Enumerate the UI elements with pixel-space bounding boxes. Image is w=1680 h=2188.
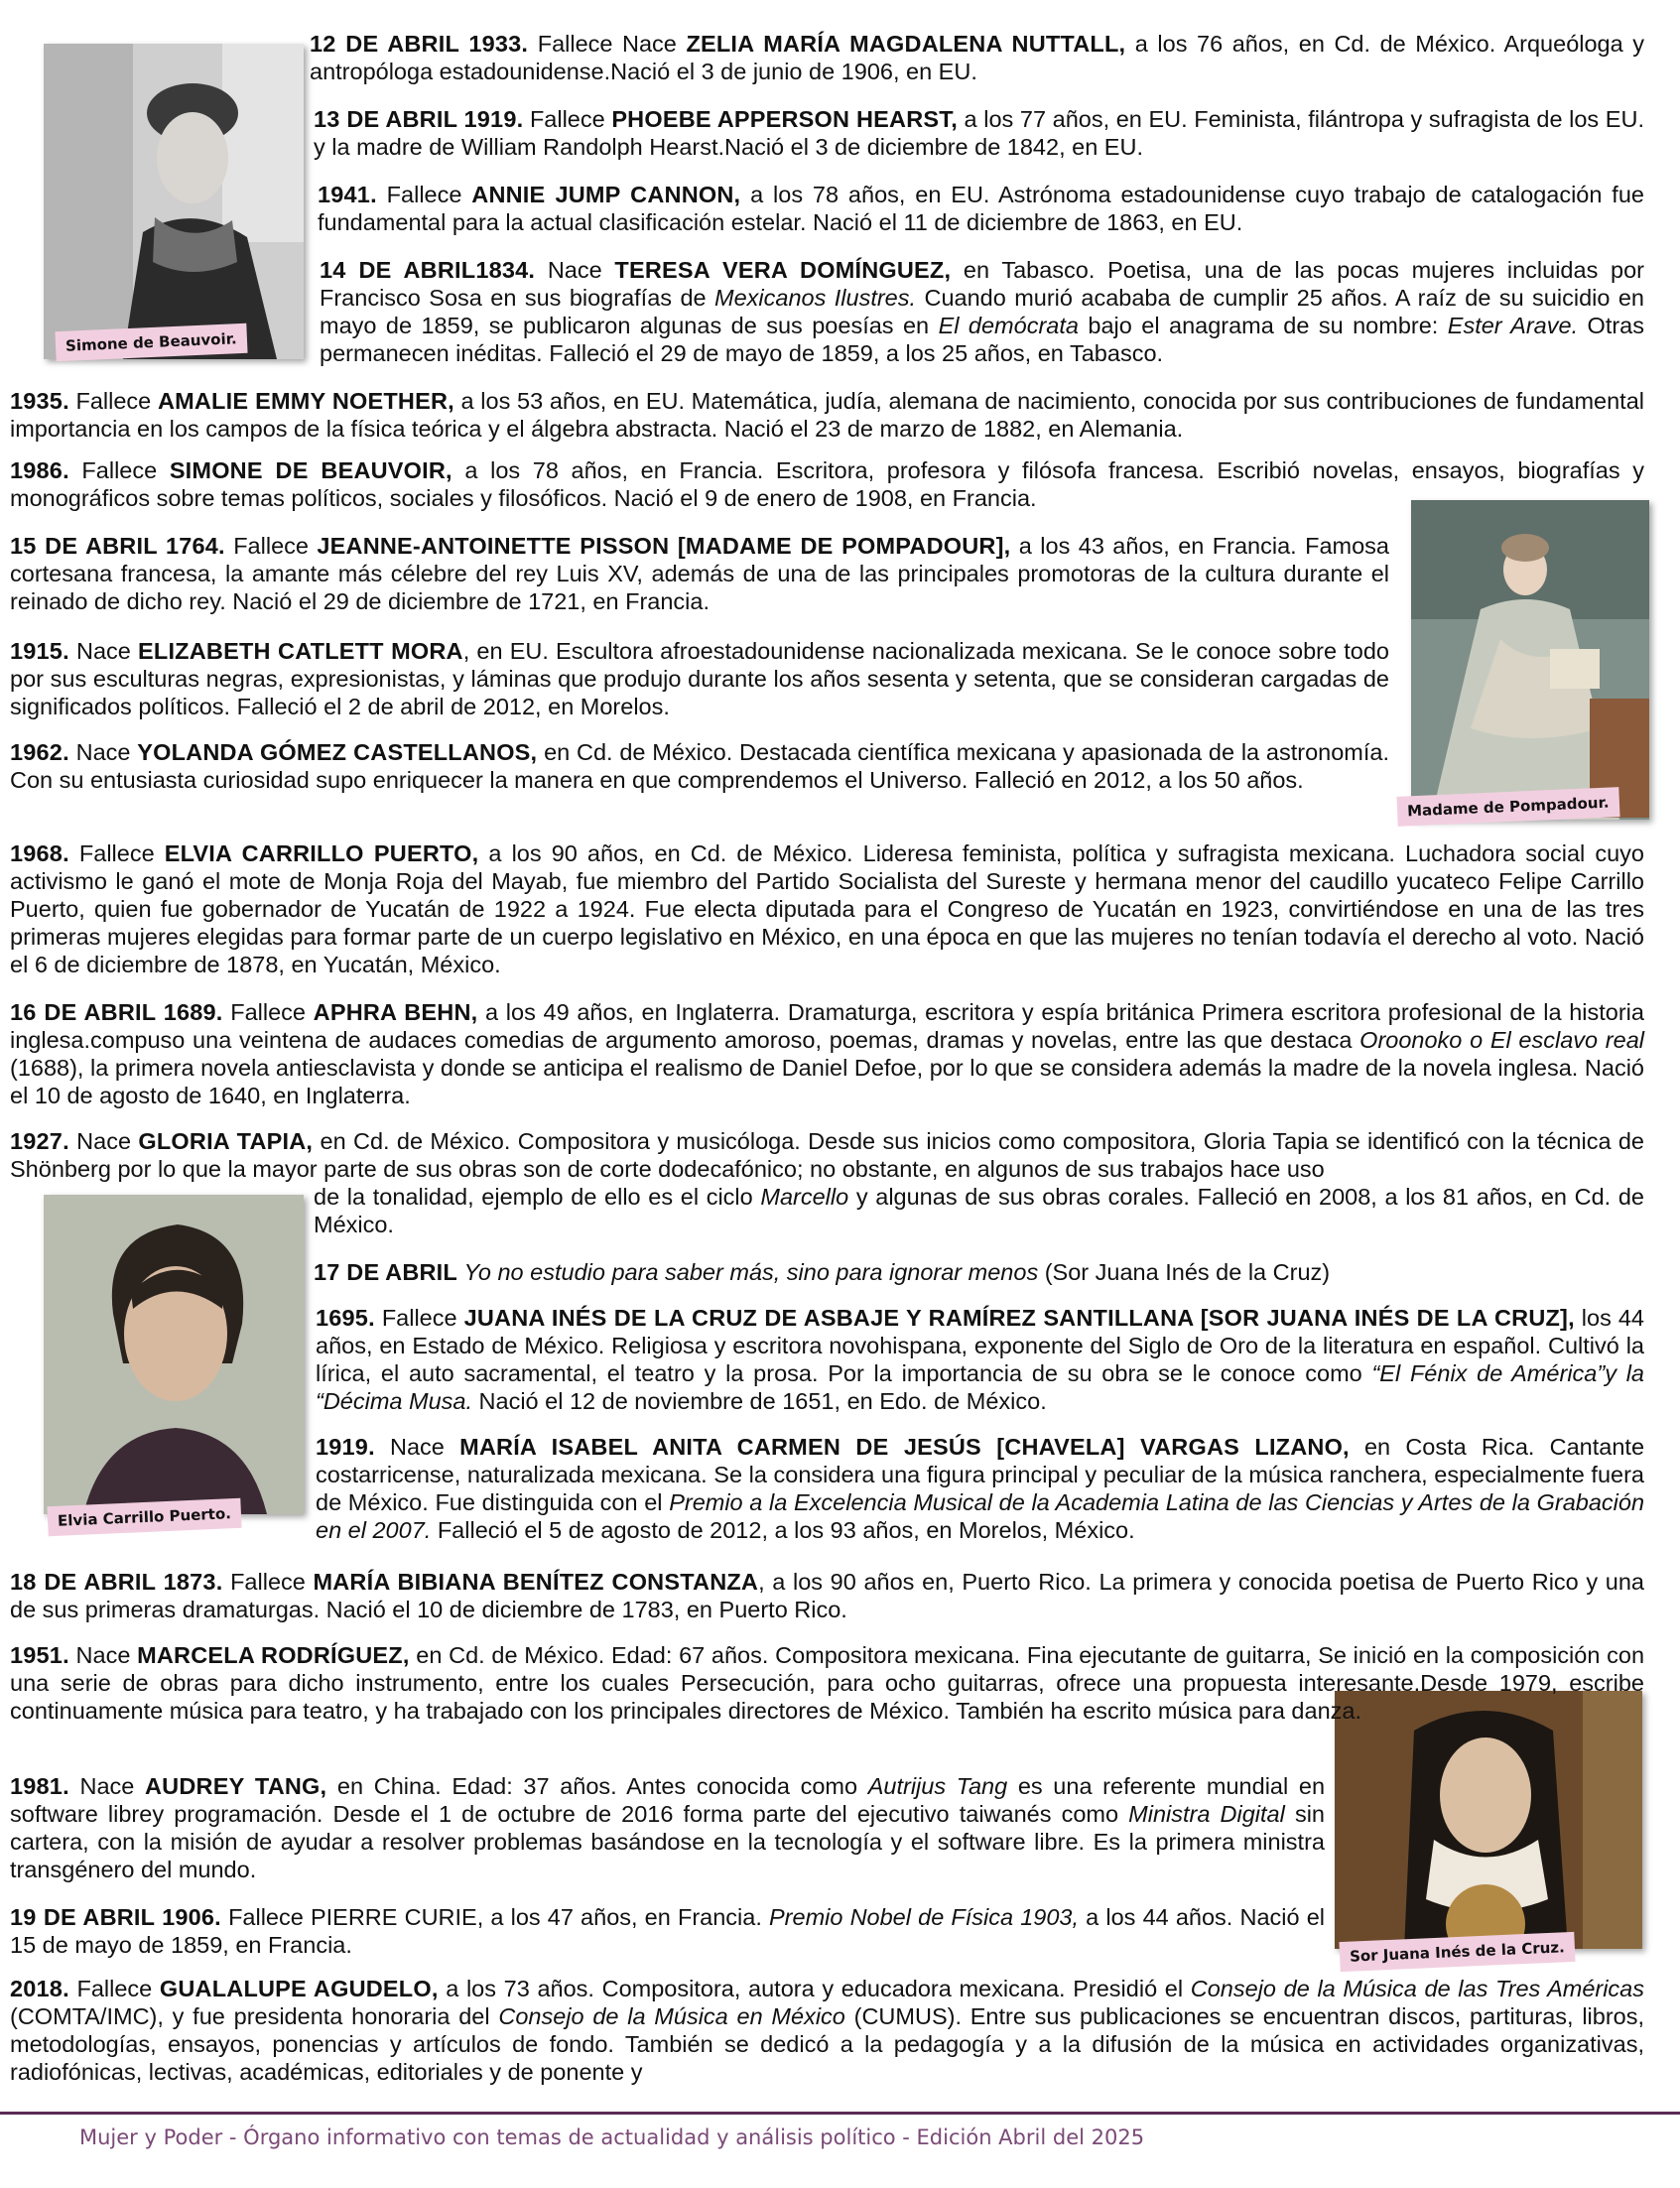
- entry-verb: Fallece: [68, 1976, 160, 2001]
- beauvoir-portrait-image: [44, 44, 304, 359]
- entry-behn: [10, 998, 1644, 1109]
- pompadour-portrait-image: [1411, 500, 1649, 820]
- entry-text: y algunas de sus obras corales. Falleció en 2008, a los 81 años, en Cd. de México.: [314, 1184, 1644, 1237]
- entry-benitez: [10, 1568, 1644, 1623]
- entry-date: 18 DE ABRIL 1873.: [10, 1569, 223, 1595]
- entry-cannon: [318, 181, 1644, 236]
- photo-madame-de-pompadour: [1411, 500, 1649, 820]
- entry-verb: Fallece: [222, 999, 314, 1025]
- entry-verb: Fallece: [224, 533, 318, 559]
- entry-text: a los 43 años, en Francia. Famosa cortesana francesa, la amante más célebre del rey Luis XV, además de una de las principales promotoras de la cultura durante el reinado de dicho rey. Nació el 29 de diciembre de 1721, en Francia.: [10, 533, 1389, 614]
- entry-name: JEANNE-ANTOINETTE PISSON [MADAME DE POMPADOUR],: [317, 533, 1011, 559]
- entry-text: (COMTA/IMC), y fue presidenta honoraria del: [10, 2003, 499, 2029]
- entry-text: en Costa Rica. Cantante costarricense, naturalizada mexicana. Se la considera una figura principal y peculiar de la música ranchera, especialmente fuera de México. Fue distinguida con el: [316, 1434, 1645, 1515]
- entry-date: 17 DE ABRIL: [314, 1259, 457, 1285]
- entry-text: en Tabasco. Poetisa, una de las pocas mujeres incluidas por Francisco Sosa en sus biografías de: [320, 257, 1644, 311]
- entry-text: los 44 años, en Estado de México. Religiosa y escritora novohispana, exponente del Siglo de Oro de la literatura en español. Cultivó la lírica, el auto sacramental, el teatro y la prosa. Por la importancia de su obra se le conoce como: [316, 1305, 1644, 1386]
- caption-elvia-carrillo-puerto: Elvia Carrillo Puerto.: [47, 1498, 241, 1536]
- photo-sor-juana: [1335, 1691, 1642, 1949]
- entry-text: a los 76 años, en Cd. de México. Arqueóloga y antropóloga estadounidense.Nació el 3 de junio de 1906, en EU.: [310, 31, 1644, 84]
- entry-text: a los 44 años. Nació el 15 de mayo de 1859, en Francia.: [10, 1904, 1325, 1958]
- entry-name: SIMONE DE BEAUVOIR,: [169, 457, 452, 483]
- entry-vera: [320, 256, 1644, 367]
- entry-gomez: [10, 738, 1389, 794]
- entry-date: 1927.: [10, 1128, 69, 1154]
- entry-date: 12 DE ABRIL 1933.: [310, 31, 529, 57]
- entry-text: sin cartera, con la misión de ayudar a resolver problemas basándose en la tecnología y el software libre. Es la primera ministra transgénero del mundo.: [10, 1801, 1325, 1882]
- entry-date: 1981.: [10, 1773, 69, 1799]
- entry-verb: Fallece: [523, 106, 612, 132]
- entry-text: Cuando murió acababa de cumplir 25 años. A raíz de su suicidio en mayo de 1859, se publicaron algunas de sus poesías en: [320, 285, 1644, 338]
- entry-verb: Nace: [68, 1773, 146, 1799]
- entry-name: PHOEBE APPERSON HEARST,: [611, 106, 958, 132]
- entry-text: a los 78 años, en EU. Astrónoma estadounidense cuyo trabajo de catalogación fue fundamental para la actual clasificación estelar. Nació el 11 de diciembre de 1863, en EU.: [318, 182, 1644, 235]
- entry-text: de la tonalidad, ejemplo de ello es el ciclo: [314, 1184, 761, 1210]
- entry-italic: Autrijus Tang: [867, 1773, 1008, 1799]
- entry-name: TERESA VERA DOMÍNGUEZ,: [614, 257, 952, 283]
- entry-name: ZELIA MARÍA MAGDALENA NUTTALL,: [686, 31, 1126, 57]
- entry-verb: Fallece: [68, 457, 170, 483]
- entry-verb: Nace: [535, 257, 615, 283]
- entry-tang: [10, 1772, 1325, 1883]
- sorjuana-portrait-image: [1335, 1691, 1642, 1949]
- caption-sor-juana: Sor Juana Inés de la Cruz.: [1339, 1932, 1575, 1972]
- entry-text: bajo el anagrama de su nombre:: [1078, 313, 1448, 338]
- entry-verb: Nace: [68, 638, 139, 664]
- entry-verb: Fallece: [376, 182, 472, 207]
- entry-tapia-continued: [314, 1183, 1644, 1238]
- entry-italic: Premio Nobel de Física 1903,: [769, 1904, 1080, 1930]
- entry-name: ANNIE JUMP CANNON,: [471, 182, 741, 207]
- entry-italic: Mexicanos Ilustres.: [714, 285, 917, 311]
- entry-text: , en EU. Escultora afroestadounidense nacionalizada mexicana. Se le conoce sobre todo por sus esculturas negras, expresionistas, y láminas que produjo durante los años sesenta y setenta, que se consideran cargadas de significados políticos. Falleció el 2 de abril de 2012, en Morelos.: [10, 638, 1389, 719]
- entry-text: a los 73 años. Compositora, autora y educadora mexicana. Presidió el: [438, 1976, 1191, 2001]
- footer-text: Mujer y Poder - Órgano informativo con temas de actualidad y análisis político - Edición Abril del 2025: [79, 2125, 1145, 2149]
- entry-text: en China. Edad: 37 años. Antes conocida como: [326, 1773, 868, 1799]
- entry-date: 1915.: [10, 638, 69, 664]
- entry-italic: Consejo de la Música en México: [498, 2003, 845, 2029]
- entry-date: 14 DE ABRIL1834.: [320, 257, 536, 283]
- entry-date: 13 DE ABRIL 1919.: [314, 106, 524, 132]
- entry-text: en Cd. de México. Compositora y musicóloga. Desde sus inicios como compositora, Gloria Tapia se identificó con la técnica de Shönberg por lo que la mayor parte de sus obras son de corte dodecafónico; no obstante, en algunos de sus trabajos hace uso: [10, 1128, 1645, 1182]
- entry-date: 1919.: [316, 1434, 375, 1460]
- entry-nuttall: [310, 30, 1644, 85]
- entry-name: MARCELA RODRÍGUEZ,: [137, 1642, 410, 1668]
- entry-hearst: [314, 105, 1644, 161]
- entry-tapia: [10, 1127, 1644, 1183]
- entry-text: en Cd. de México. Edad: 67 años. Compositora mexicana. Fina ejecutante de guitarra, Se inició en la composición con una serie de obras para dicho instrumento, entre los cuales Persecución, para ocho guitarras, ofrece una propuesta interesante.Desde 1979, escribe continuamente música para teatro, y ha trabajado con los principales directores de México. También ha escrito música para danza.: [10, 1642, 1645, 1724]
- entry-name: YOLANDA GÓMEZ CASTELLANOS,: [137, 739, 538, 765]
- entry-italic: Premio a la Excelencia Musical de la Academia Latina de las Ciencias y Artes de la Grabación en el 2007.: [316, 1489, 1645, 1543]
- entry-text: a los 49 años, en Inglaterra. Dramaturga, escritora y espía británica Primera escritora profesional de la historia inglesa.compuso una veintena de audaces comedias de argumento amoroso, poemas, dramas y novelas, entre las que destaca: [10, 999, 1644, 1053]
- entry-text: Otras permanecen inéditas. Falleció el 29 de mayo de 1859, a los 25 años, en Tabasco.: [320, 313, 1645, 366]
- entry-verb: Fallece: [222, 1569, 314, 1595]
- entry-italic: Ministra Digital: [1128, 1801, 1285, 1827]
- entry-date: 1951.: [10, 1642, 69, 1668]
- entry-text: a los 78 años, en Francia. Escritora, profesora y filósofa francesa. Escribió novelas, ensayos, biografías y monográficos sobre temas políticos, sociales y filosóficos. Nació el 9 de enero de 1908, en Francia.: [10, 457, 1644, 511]
- entry-name: MARÍA BIBIANA BENÍTEZ CONSTANZA: [313, 1569, 759, 1595]
- entry-verb: Nace: [68, 1642, 138, 1668]
- entry-date: 1986.: [10, 457, 69, 483]
- entry-italic: Consejo de la Música de las Tres Américas: [1190, 1976, 1644, 2001]
- caption-simone-de-beauvoir: Simone de Beauvoir.: [55, 323, 247, 361]
- entry-date: 1695.: [316, 1305, 375, 1331]
- entry-verb: Fallece: [68, 840, 165, 866]
- entry-italic: Oroonoko o El esclavo real: [1359, 1027, 1644, 1053]
- entry-verb: Fallece Nace: [528, 31, 687, 57]
- entry-catlett: [10, 637, 1389, 720]
- entry-name: AUDREY TANG,: [145, 1773, 327, 1799]
- entry-sor-juana: [316, 1304, 1644, 1415]
- entry-quote: [314, 1258, 1644, 1286]
- entry-pompadour: [10, 532, 1389, 615]
- entry-name: JUANA INÉS DE LA CRUZ DE ASBAJE Y RAMÍREZ SANTILLANA [SOR JUANA INÉS DE LA CRUZ],: [463, 1305, 1575, 1331]
- entry-date: 15 DE ABRIL 1764.: [10, 533, 225, 559]
- caption-madame-de-pompadour: Madame de Pompadour.: [1396, 787, 1619, 827]
- entry-quote-text: Yo no estudio para saber más, sino para ignorar menos: [463, 1259, 1039, 1285]
- entry-rodriguez: [10, 1641, 1644, 1725]
- entry-carrillo: [10, 839, 1644, 978]
- entry-date: 1968.: [10, 840, 69, 866]
- entry-text: (CUMUS). Entre sus publicaciones se encuentran discos, partituras, libros, metodologías, ensayos, ponencias y artículos de fondo. También se dedicó a la pedagogía y a la difusión de la música en actividades organizativas, radiofónicas, lectivas, académicas, editoriales y de ponente y: [10, 2003, 1644, 2085]
- photo-simone-de-beauvoir: [44, 44, 304, 359]
- entry-italic: El demócrata: [938, 313, 1079, 338]
- entry-name: AMALIE EMMY NOETHER,: [157, 388, 454, 414]
- entry-text: a los 53 años, en EU. Matemática, judía, alemana de nacimiento, conocida por sus contribuciones de fundamental importancia en los campos de la física teórica y el álgebra abstracta. Nació el 23 de marzo de 1882, en Alemania.: [10, 388, 1644, 442]
- entry-text: es una referente mundial en software librey programación. Desde el 1 de octubre de 2016 forma parte del ejecutivo taiwanés como: [10, 1773, 1326, 1827]
- entry-name: GLORIA TAPIA,: [138, 1128, 314, 1154]
- entry-italic: “El Fénix de América”y la “Décima Musa.: [316, 1360, 1644, 1414]
- entry-italic: Marcello: [760, 1184, 849, 1210]
- entry-text: (1688), la primera novela antiesclavista y donde se anticipa el realismo de Daniel Defoe, por lo que se considera además la madre de la novela inglesa. Nació el 10 de agosto de 1640, en Inglaterra.: [10, 1055, 1644, 1108]
- entry-date: 1935.: [10, 388, 69, 414]
- carrillo-portrait-image: [44, 1195, 304, 1514]
- entry-name: MARÍA ISABEL ANITA CARMEN DE JESÚS [CHAVELA] VARGAS LIZANO,: [459, 1434, 1350, 1460]
- entry-name: GUALALUPE AGUDELO,: [159, 1976, 439, 2001]
- entry-text: a los 90 años, en Cd. de México. Lideresa feminista, política y sufragista mexicana. Luchadora social cuyo activismo le ganó el mote de Monja Roja del Mayab, fue miembro del Partido Socialista del Sureste y hermana menor del caudillo yucateco Felipe Carrillo Puerto, quien fue gobernador de Yucatán de 1922 a 1924. Fue electa diputada para el Congreso de Yucatán en 1923, convirtiéndose en una de las tres primeras mujeres elegidas para formar parte de un cuerpo legislativo en México, en una época en que las mujeres no tenían todavía el derecho al voto. Nació el 6 de diciembre de 1878, en Yucatán, México.: [10, 840, 1644, 977]
- entry-beauvoir: [10, 456, 1644, 512]
- entry-verb: Fallece: [374, 1305, 464, 1331]
- entry-noether: [10, 387, 1644, 443]
- entry-verb: Fallece: [68, 388, 158, 414]
- entry-name: APHRA BEHN,: [313, 999, 478, 1025]
- entry-text: a los 77 años, en EU. Feminista, filántropa y sufragista de los EU. y la madre de William Randolph Hearst.Nació el 3 de diciembre de 1842, en EU.: [314, 106, 1644, 160]
- entry-text: Nació el 12 de noviembre de 1651, en Edo. de México.: [472, 1388, 1047, 1414]
- entry-date: 16 DE ABRIL 1689.: [10, 999, 223, 1025]
- entry-text: , a los 90 años en, Puerto Rico. La primera y conocida poetisa de Puerto Rico y una de sus primeras dramaturgas. Nació el 10 de diciembre de 1783, en Puerto Rico.: [10, 1569, 1644, 1622]
- entry-name: ELVIA CARRILLO PUERTO,: [164, 840, 479, 866]
- entry-text: en Cd. de México. Destacada científica mexicana y apasionada de la astronomía. Con su entusiasta curiosidad supo enriquecer la manera en que comprendemos el Universo. Falleció en 2012, a los 50 años.: [10, 739, 1389, 793]
- entry-italic: Ester Arave.: [1447, 313, 1579, 338]
- entry-text: (Sor Juana Inés de la Cruz): [1038, 1259, 1331, 1285]
- footer-divider: [0, 2112, 1680, 2115]
- entry-agudelo: [10, 1975, 1644, 2086]
- entry-text: Falleció el 5 de agosto de 2012, a los 93 años, en Morelos, México.: [431, 1517, 1135, 1543]
- entry-curie: [10, 1903, 1325, 1959]
- entry-verb: Nace: [68, 1128, 139, 1154]
- entry-chavela: [316, 1433, 1644, 1544]
- photo-elvia-carrillo-puerto: [44, 1195, 304, 1514]
- entry-verb: Nace: [68, 739, 138, 765]
- entry-name: ELIZABETH CATLETT MORA: [138, 638, 463, 664]
- entry-date: 1941.: [318, 182, 377, 207]
- entry-verb: Fallece PIERRE CURIE, a los 47 años, en Francia.: [220, 1904, 769, 1930]
- entry-date: 19 DE ABRIL 1906.: [10, 1904, 221, 1930]
- entry-date: 1962.: [10, 739, 69, 765]
- entry-date: 2018.: [10, 1976, 69, 2001]
- entry-verb: Nace: [374, 1434, 460, 1460]
